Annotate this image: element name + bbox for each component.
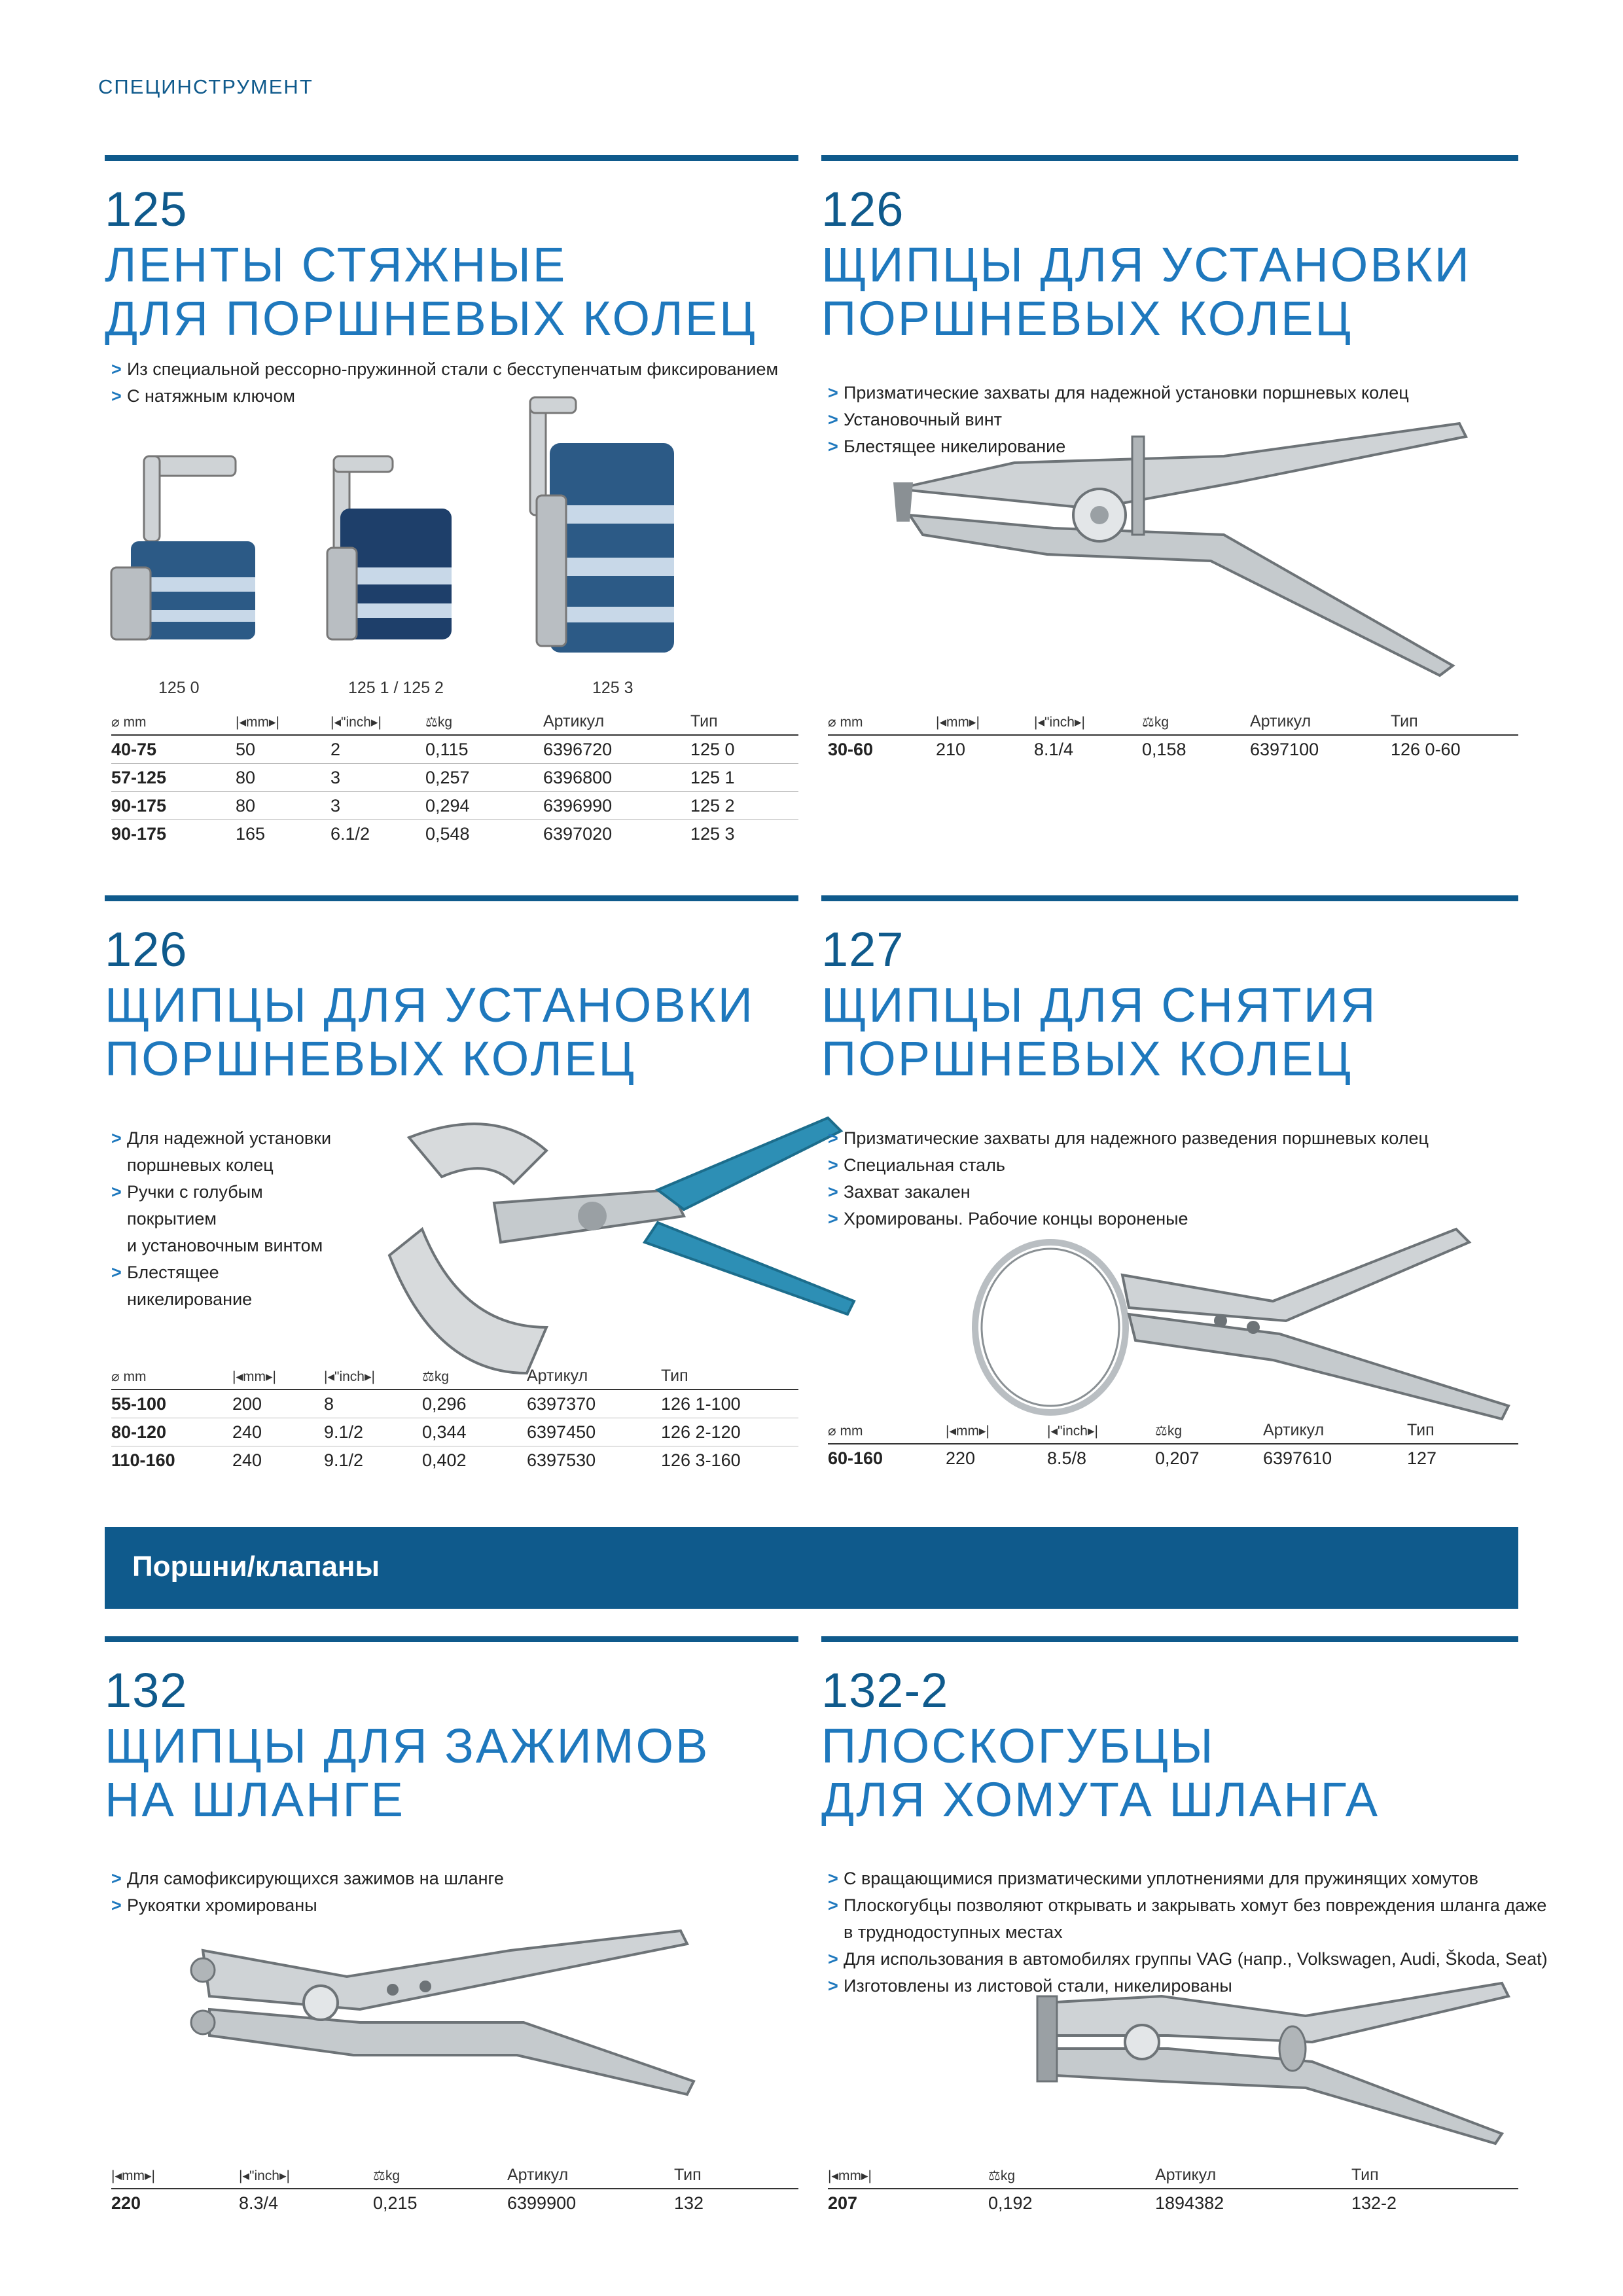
product-title-line1: ЩИПЦЫ ДЛЯ ЗАЖИМОВ — [105, 1719, 710, 1773]
table-row: 60-160 220 8.5/8 0,207 6397610 127 — [828, 1448, 1437, 1468]
section-rule — [105, 895, 798, 901]
col-length-inch: |◂"inch▸| — [330, 708, 425, 735]
col-diameter: ⌀ mm — [111, 1363, 232, 1390]
section-126-a — [821, 155, 1518, 810]
product-title-line1: ПЛОСКОГУБЦЫ — [821, 1719, 1215, 1773]
ring-compressor-small-image — [105, 443, 268, 659]
col-length-mm: |◂mm▸| — [828, 2162, 988, 2189]
section-rule — [105, 155, 798, 161]
product-number: 126 — [821, 182, 904, 236]
feature-item: > Ручки с голубым покрытием и установочным винтом — [111, 1182, 323, 1255]
section-127 — [821, 895, 1518, 1484]
product-title-line1: ЩИПЦЫ ДЛЯ УСТАНОВКИ — [105, 978, 755, 1032]
product-title-line2: ПОРШНЕВЫХ КОЛЕЦ — [105, 1031, 637, 1086]
section-rule — [821, 155, 1518, 161]
feature-item: > Призматические захваты для надежной установки поршневых колец — [828, 383, 1409, 403]
section-rule — [821, 1636, 1518, 1642]
feature-list — [111, 1865, 504, 1919]
ring-compressor-medium-image — [314, 450, 458, 653]
col-weight: ⚖kg — [1155, 1417, 1263, 1444]
scale-icon: ⚖ — [373, 2168, 385, 2183]
product-title-line2: ДЛЯ ПОРШНЕВЫХ КОЛЕЦ — [105, 291, 757, 346]
col-weight: ⚖kg — [422, 1363, 527, 1390]
spec-table — [111, 2162, 798, 2217]
col-length-inch: |◂"inch▸| — [1034, 708, 1142, 735]
col-diameter: ⌀ mm — [111, 708, 236, 735]
feature-item: > Призматические захваты для надежного разведения поршневых колец — [828, 1128, 1429, 1148]
col-type: Тип — [1351, 2162, 1518, 2189]
col-diameter: ⌀ mm — [828, 1417, 946, 1444]
product-title-line2: ДЛЯ ХОМУТА ШЛАНГА — [821, 1772, 1380, 1827]
col-length-inch: |◂"inch▸| — [324, 1363, 422, 1390]
table-row: 57-125 80 3 0,257 6396800 125 1 — [111, 764, 798, 792]
feature-item: > С вращающимися призматическими уплотнениями для пружинящих хомутов — [828, 1869, 1478, 1888]
feature-item: > Изготовлены из листовой стали, никелированы — [828, 1976, 1232, 1996]
table-header-row — [828, 708, 1518, 735]
feature-item: > С натяжным ключом — [111, 386, 295, 406]
feature-list — [111, 1125, 331, 1313]
table-header-row — [111, 708, 798, 735]
spec-table — [828, 1417, 1518, 1472]
product-title-line2: ПОРШНЕВЫХ КОЛЕЦ — [821, 291, 1353, 346]
col-length-mm: |◂mm▸| — [936, 708, 1034, 735]
col-length-mm: |◂mm▸| — [236, 708, 330, 735]
col-article: Артикул — [507, 2162, 674, 2189]
feature-item: > Плоскогубцы позволяют открывать и закрывать хомут без повреждения шланга даже в труднодоступных местах — [828, 1895, 1547, 1942]
feature-item: > Установочный винт — [828, 410, 1002, 429]
section-rule — [821, 895, 1518, 901]
table-row: 207 0,192 1894382 132-2 — [828, 2193, 1397, 2213]
section-132 — [105, 1636, 798, 2238]
product-title-line2: НА ШЛАНГЕ — [105, 1772, 405, 1827]
scale-icon: ⚖ — [988, 2168, 1001, 2183]
col-diameter: ⌀ mm — [828, 708, 936, 735]
image-caption: 125 0 — [158, 679, 200, 697]
spec-table — [111, 708, 798, 848]
col-length-inch: |◂"inch▸| — [1047, 1417, 1155, 1444]
col-type: Тип — [661, 1363, 798, 1390]
table-row: 55-100 200 8 0,296 6397370 126 1-100 — [111, 1390, 798, 1418]
feature-item: > Блестящее никелирование — [828, 437, 1066, 456]
col-article: Артикул — [527, 1363, 661, 1390]
col-article: Артикул — [1155, 2162, 1351, 2189]
feature-list — [828, 1125, 1429, 1232]
image-caption: 125 1 / 125 2 — [348, 679, 444, 697]
col-weight: ⚖kg — [373, 2162, 507, 2189]
col-weight: ⚖kg — [1142, 708, 1250, 735]
ring-compressor-large-image — [524, 391, 681, 666]
product-title-line1: ЩИПЦЫ ДЛЯ СНЯТИЯ — [821, 978, 1378, 1032]
hose-clip-flat-pliers-image — [1031, 1977, 1515, 2147]
col-article: Артикул — [1263, 1417, 1407, 1444]
col-length-mm: |◂mm▸| — [111, 2162, 239, 2189]
col-type: Тип — [1391, 708, 1518, 735]
page-header-label: СПЕЦИНСТРУМЕНТ — [98, 75, 313, 98]
feature-item: > Для использования в автомобилях группы VAG (напр., Volkswagen, Audi, Škoda, Seat) — [828, 1949, 1548, 1969]
table-row: 40-75 50 2 0,115 6396720 125 0 — [111, 735, 798, 764]
table-row: 30-60 210 8.1/4 0,158 6397100 126 0-60 — [828, 739, 1461, 759]
image-caption: 125 3 — [592, 679, 633, 697]
scale-icon: ⚖ — [1142, 714, 1154, 730]
hose-clamp-pliers-image — [183, 1924, 720, 2140]
table-header-row — [111, 1363, 798, 1390]
feature-item: > Рукоятки хромированы — [111, 1895, 317, 1915]
product-number: 132 — [105, 1663, 188, 1717]
scale-icon: ⚖ — [425, 714, 438, 730]
spec-table — [828, 708, 1518, 763]
table-header-row — [828, 1417, 1518, 1444]
feature-item: > Хромированы. Рабочие концы вороненые — [828, 1209, 1188, 1229]
col-article: Артикул — [543, 708, 690, 735]
feature-item: > Для надежной установки поршневых колец — [111, 1128, 332, 1175]
spec-table — [111, 1363, 798, 1474]
col-length-mm: |◂mm▸| — [232, 1363, 324, 1390]
product-title-line1: ЩИПЦЫ ДЛЯ УСТАНОВКИ — [821, 238, 1471, 292]
spec-table — [828, 2162, 1518, 2217]
feature-item: > Для самофиксирующихся зажимов на шланге — [111, 1869, 504, 1888]
feature-item: > Блестящее никелирование — [111, 1263, 253, 1309]
feature-item: > Захват закален — [828, 1182, 971, 1202]
scale-icon: ⚖ — [1155, 1423, 1168, 1439]
table-header-row — [111, 2162, 798, 2189]
col-weight: ⚖kg — [988, 2162, 1155, 2189]
product-number: 127 — [821, 922, 904, 977]
section-rule — [105, 1636, 798, 1642]
table-header-row — [828, 2162, 1518, 2189]
section-126-b — [105, 895, 798, 1484]
col-type: Тип — [1407, 1417, 1518, 1444]
product-title-line2: ПОРШНЕВЫХ КОЛЕЦ — [821, 1031, 1353, 1086]
col-type: Тип — [674, 2162, 798, 2189]
category-banner-text: Поршни/клапаны — [132, 1551, 380, 1583]
table-row: 220 8.3/4 0,215 6399900 132 — [111, 2193, 704, 2213]
table-row: 90-175 165 6.1/2 0,548 6397020 125 3 — [111, 823, 735, 844]
table-row: 80-120 240 9.1/2 0,344 6397450 126 2-120 — [111, 1418, 798, 1446]
scale-icon: ⚖ — [422, 1369, 435, 1384]
table-row: 90-175 80 3 0,294 6396990 125 2 — [111, 792, 798, 820]
col-length-mm: |◂mm▸| — [946, 1417, 1047, 1444]
feature-item: > Специальная сталь — [828, 1155, 1005, 1175]
col-article: Артикул — [1250, 708, 1391, 735]
col-type: Тип — [690, 708, 798, 735]
ring-pliers-image — [883, 417, 1472, 679]
col-weight: ⚖kg — [425, 708, 543, 735]
section-125 — [105, 155, 798, 862]
ring-removal-pliers-image — [972, 1223, 1522, 1426]
category-banner — [105, 1527, 1518, 1609]
product-number: 125 — [105, 182, 188, 236]
section-132-2 — [821, 1636, 1548, 2238]
product-title-line1: ЛЕНТЫ СТЯЖНЫЕ — [105, 238, 567, 292]
col-length-inch: |◂"inch▸| — [239, 2162, 373, 2189]
feature-item: > Из специальной рессорно-пружинной стали с бесступенчатым фиксированием — [111, 359, 779, 379]
product-number: 132-2 — [821, 1663, 949, 1717]
product-number: 126 — [105, 922, 188, 977]
table-row: 110-160 240 9.1/2 0,402 6397530 126 3-160 — [111, 1450, 741, 1470]
